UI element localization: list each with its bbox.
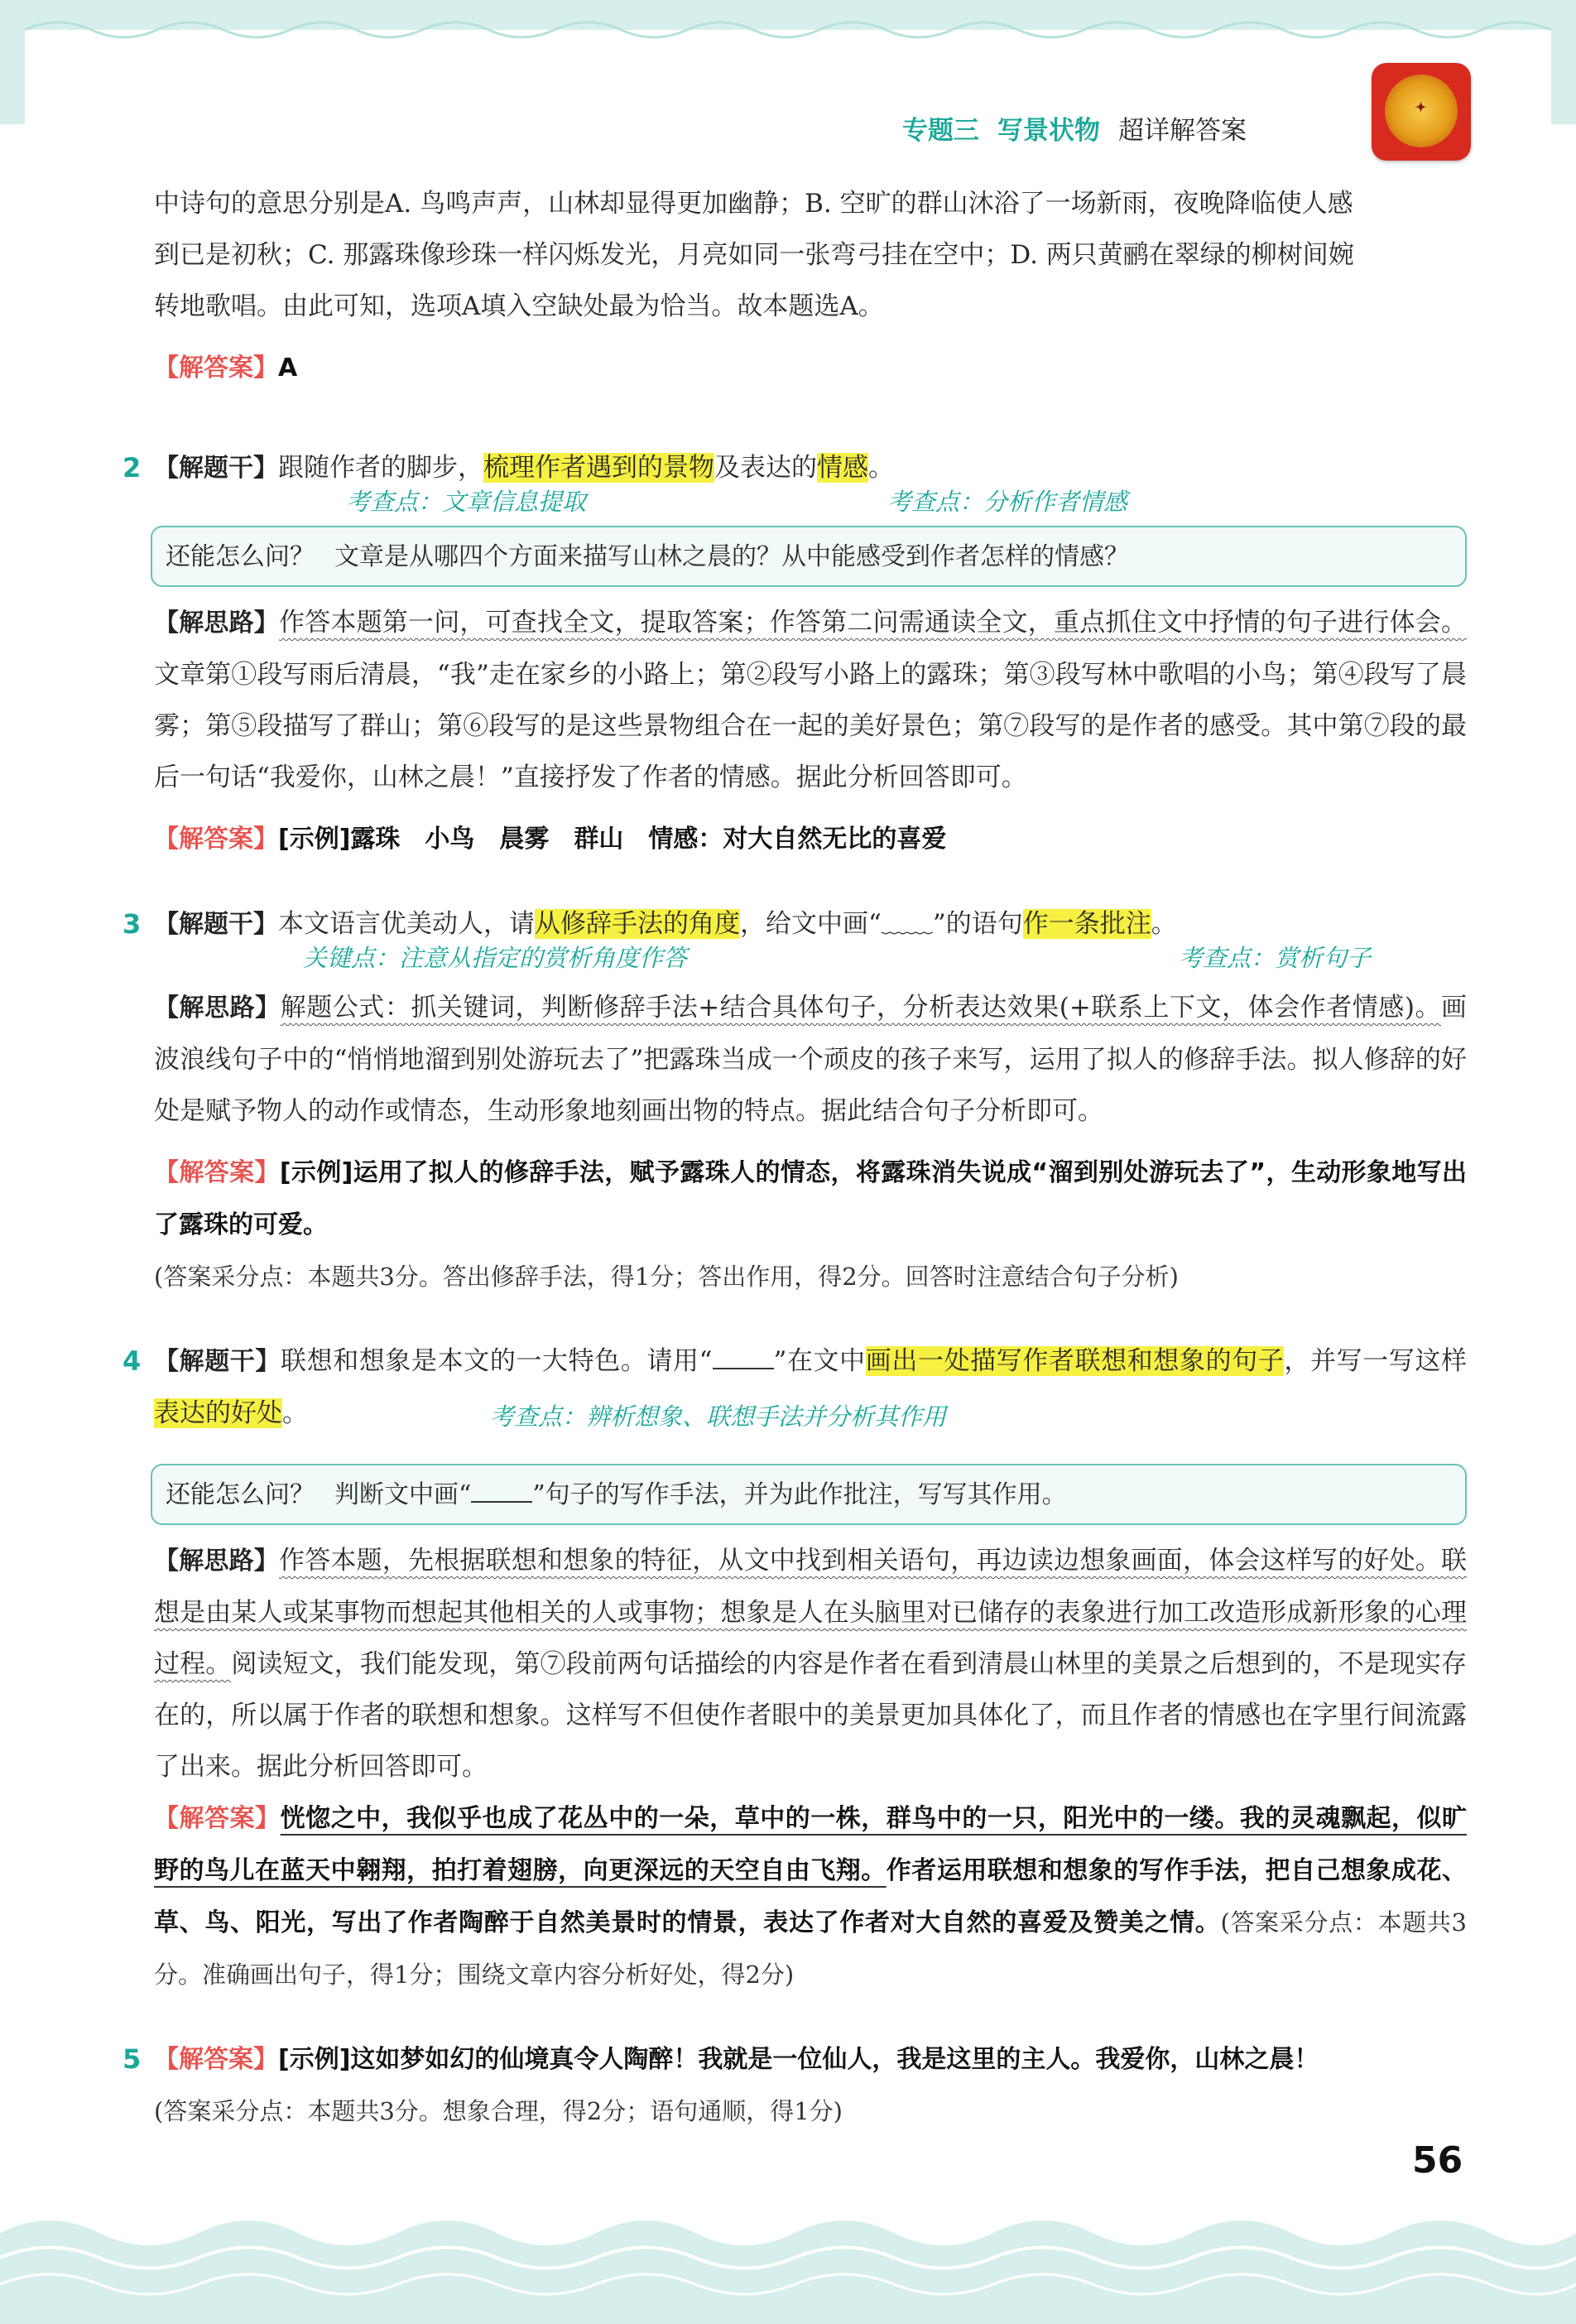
scoring-note: (答案采分点：本题共3分。答出修辞手法，得1分；答出作用，得2分。回答时注意结合句子分析)	[154, 1263, 1179, 1291]
ask-box	[151, 526, 1467, 587]
answer-label: 【解答案】	[154, 1158, 280, 1187]
intro-answer	[154, 342, 1467, 394]
stem-text: ”的语句	[932, 909, 1023, 939]
answer-label: 【解答案】	[154, 2045, 278, 2074]
topic-label: 专题三	[902, 116, 979, 146]
intro-line-1: 中诗句的意思分别是A. 鸟鸣声声，山林却显得更加幽静；B. 空旷的群山沐浴了一场新雨，夜晚降临使人感	[154, 189, 1353, 219]
answer-label: 【解答案】	[154, 825, 278, 854]
ask-text-part: ”句子的写作手法，并为此作批注，写写其作用。	[532, 1480, 1067, 1509]
intro-line-3: 转地歌唱。由此可知，选项A填入空缺处最为恰当。故本题选A。	[154, 291, 884, 321]
ask-text	[334, 1480, 1067, 1509]
question-4	[123, 1335, 1468, 2000]
think-text: 画波浪线句子中的“悄悄地溜到别处游玩去了”把露珠当成一个顽皮的孩子来写，运用了拟人的修辞手法。拟人修辞的好处是赋予物人的动作或情态，生动形象地刻画出物的特点。据此结合句子分析即可。	[154, 993, 1467, 1126]
answer-text: A	[278, 354, 298, 383]
question-number: 3	[123, 908, 142, 940]
note-exam-point: 考查点：赏析句子	[1179, 944, 1372, 972]
stem-text: ，给文中画“	[740, 909, 882, 939]
subtitle-label: 超详解答案	[1118, 116, 1247, 146]
note-exam-point: 考查点：分析作者情感	[887, 488, 1128, 516]
page-header	[902, 109, 1333, 146]
answer-label: 【解答案】	[154, 354, 278, 383]
stem-text: 。	[1151, 909, 1177, 939]
answer-text: [示例]露珠 小鸟 晨雾 群山 情感：对大自然无比的喜爱	[278, 825, 947, 854]
stem-text: 联想和想象是本文的一大特色。请用“	[281, 1346, 713, 1376]
ask-label: 还能怎么问？	[166, 542, 315, 571]
scoring-note: (答案采分点：本题共3分。想象合理，得2分；语句通顺，得1分)	[154, 2097, 843, 2125]
stem-text: 跟随作者的脚步，	[278, 453, 483, 483]
ask-text: 文章是从哪四个方面来描写山林之晨的？从中能感受到作者怎样的情感？	[334, 542, 1129, 571]
stem-highlight: 从修辞手法的角度	[535, 909, 740, 939]
think-text: 阅读短文，我们能发现，第⑦段前两句话描绘的内容是作者在看到清晨山林里的美景之后想到的，不是现实存在的，所以属于作者的联想和想象。这样写不但使作者眼中的美景更加具体化了，而且作者的情感也在字里行间流露了出来。据此分析回答即可。	[154, 1649, 1468, 1782]
note-exam-point: 考查点：辨析想象、联想手法并分析其作用	[490, 1403, 947, 1431]
think-underlined: 解题公式：抓关键词，判断修辞手法+结合具体句子，分析表达效果(+联系上下文，体会作者情感)。	[280, 993, 1441, 1022]
think-underlined: 作答本题第一问，可查找全文，提取答案；作答第二问需通读全文，重点抓住文中抒情的句子进行体会。	[279, 608, 1467, 638]
think-paragraph	[154, 1535, 1467, 1792]
question-2	[123, 442, 1467, 865]
top-wave-border	[0, 0, 1576, 124]
think-label: 【解思路】	[154, 1547, 279, 1576]
stem-highlight: 画出一处描写作者联想和想象的句子	[865, 1346, 1285, 1376]
question-3	[123, 898, 1468, 1302]
underline-blank	[713, 1346, 774, 1369]
underline-blank	[471, 1480, 532, 1503]
bottom-wave-border	[0, 2200, 1576, 2324]
stem-text: ”在文中	[773, 1346, 866, 1376]
answer-text: [示例]这如梦如幻的仙境真令人陶醉！我就是一位仙人，我是这里的主人。我爱你，山林之晨！	[278, 2045, 1319, 2074]
question-number: 2	[123, 452, 142, 484]
stem-label: 【解题干】	[154, 910, 278, 939]
answer-paragraph	[154, 1147, 1467, 1251]
answer-paragraph	[154, 2033, 1467, 2086]
stem-text: 及表达的	[714, 453, 817, 483]
brand-logo	[1372, 63, 1471, 161]
think-text: 文章第①段写雨后清晨，“我”走在家乡的小路上；第②段写小路上的露珠；第③段写林中歌唱的小鸟；第④段写了晨雾；第⑤段描写了群山；第⑥段写的是这些景物组合在一起的美好景色；第⑦段写的是作者的感受。其中第⑦段的最后一句话“我爱你，山林之晨！”直接抒发了作者的情感。据此分析回答即可。	[154, 660, 1467, 792]
intro-line-2: 到已是初秋；C. 那露珠像珍珠一样闪烁发光，月亮如同一张弯弓挂在空中；D. 两只黄鹂在翠绿的柳树间婉	[154, 240, 1354, 270]
note-exam-point: 考查点：文章信息提取	[346, 488, 587, 516]
ask-text-part: 判断文中画“	[334, 1480, 472, 1509]
answer-label: 【解答案】	[154, 1804, 281, 1833]
think-label: 【解思路】	[154, 994, 281, 1022]
ask-label: 还能怎么问？	[166, 1480, 315, 1509]
think-paragraph	[154, 982, 1467, 1137]
answer-underlined: 恍惚之中，我似乎也成了花丛中的一朵，草中的一株，群鸟中的一只，阳光中的一缕。我的灵魂飘起，似旷野的鸟儿在蓝天中翱翔，拍打着翅膀，向更深远的天空自由飞翔。	[154, 1804, 1468, 1885]
question-number: 5	[123, 2043, 142, 2075]
answer-paragraph	[154, 1792, 1467, 2000]
stem-text: 。	[282, 1398, 308, 1428]
theme-label: 写景状物	[997, 116, 1100, 146]
stem-highlight: 情感	[817, 453, 868, 483]
think-paragraph	[154, 597, 1467, 803]
think-underlined: 作答本题，先根据联想和想象的特征，从文中找到相关语句，再边读边想象画面，体会这样写的好处。联想是由某人或某事物而想起其他相关的人或事物；想象是人在头脑里对已储存的表象进行加工改造形成新形象的心理过程。	[154, 1546, 1467, 1679]
question-5	[123, 2033, 1467, 2137]
answer-paragraph	[154, 813, 1467, 865]
main-content	[123, 178, 1468, 2137]
ask-box	[151, 1464, 1467, 1525]
stem-highlight: 梳理作者遇到的景物	[483, 453, 714, 483]
answer-text: [示例]运用了拟人的修辞手法，赋予露珠人的情态，将露珠消失说成“溜到别处游玩去了”，生动形象地写出了露珠的可爱。	[154, 1158, 1468, 1239]
question-number: 4	[123, 1345, 142, 1377]
stem-label: 【解题干】	[154, 454, 278, 483]
stem-highlight: 作一条批注	[1022, 909, 1151, 939]
stem-text: 。	[868, 453, 894, 483]
scoring-note: (答案采分点：本题共3分。准确画出句子，得1分；围绕文章内容分析好处，得2分)	[154, 1908, 1468, 1989]
stem-label: 【解题干】	[154, 1347, 281, 1376]
wavy-mark: ﹏﹏	[881, 909, 933, 939]
think-label: 【解思路】	[154, 609, 279, 638]
stem-text: ，并写一写这样	[1284, 1346, 1468, 1376]
stem-text: 本文语言优美动人，请	[278, 909, 535, 939]
note-key-point: 关键点：注意从指定的赏析角度作答	[303, 944, 688, 972]
page-number: 56	[1412, 2139, 1463, 2182]
answer-text: 作者运用联想和想象的写作手法，把自己想象成花、草、鸟、阳光，写出了作者陶醉于自然美景时的情景，表达了作者对大自然的喜爱及赞美之情。	[154, 1856, 1468, 1937]
logo-seal-icon: ✦	[1415, 99, 1428, 115]
stem-highlight: 表达的好处	[154, 1398, 282, 1428]
